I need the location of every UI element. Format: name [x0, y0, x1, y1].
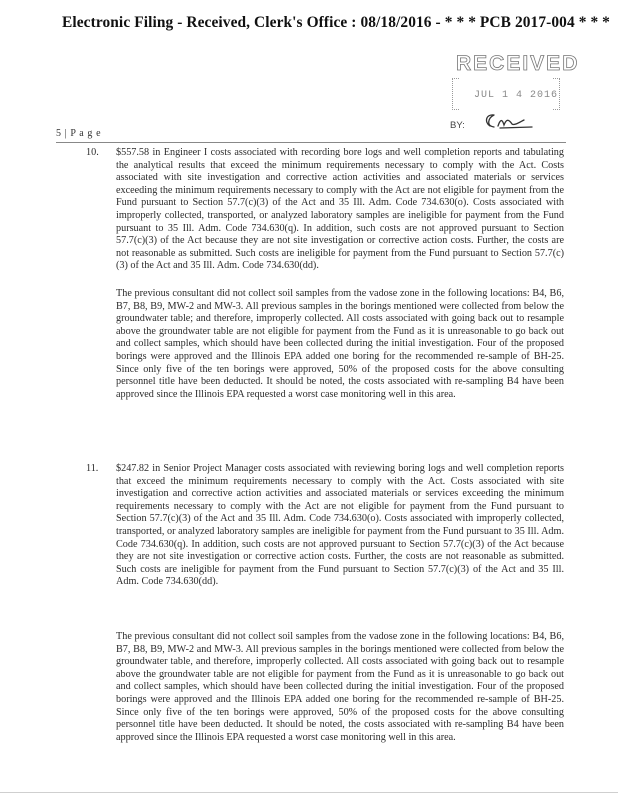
item-paragraph: The previous consultant did not collect soil samples from the vadose zone in the following locations: B4, B6, B7, B8, B9, MW-2 and MW-3. All previous samples in the borings mentioned were collected from below the groundwater table, and therefore, improperly collected. All costs associated with going back out to resample above the groundwater table are not eligible for payment from the Fund as it is unreasonable to go back out and collect samples, which should have been collected during the initial investigation. Four of the proposed borings were approved and the Illinois EPA added one boring for the recommended re-sample of BH-25. Since only five of the ten borings were approved, 50% of the proposed costs for the above consulting personnel title have been deducted. It should be noted, the costs associated with re-sampling B4 have been approved since the Illinois EPA requested a worst case monitoring well in this area. — [116, 631, 564, 743]
received-stamp-title: RECEIVED — [456, 52, 580, 75]
stamp-bracket-right — [553, 78, 560, 110]
header-divider — [56, 142, 566, 143]
page-number: 5 | P a g e — [56, 128, 102, 139]
stamp-by-label: BY: — [450, 120, 465, 131]
handwritten-initials-signature — [480, 110, 540, 132]
stamp-bracket-left — [452, 78, 459, 110]
item-number: 10. — [86, 147, 99, 158]
received-stamp — [450, 50, 580, 116]
item-paragraph: $557.58 in Engineer I costs associated with recording bore logs and well completion reports and tabulating the analytical results that exceed the minimum requirements necessary to comply with the Act. Costs associated with site investigation and corrective action activities and associated materials or services exceeding the minimum requirements necessary to comply with the Act are not eligible for payment from the Fund pursuant to Section 57.7(c)(3) of the Act and 35 Ill. Adm. Code 734.630(o). Costs associated with improperly collected, transported, or analyzed laboratory samples are ineligible for payment from the Fund pursuant to 35 Ill. Adm. Code 734.630(q). In addition, such costs are not approved pursuant to Section 57.7(c)(3) of the Act because they are not site investigation or corrective action costs. Further, the costs are not reasonable as submitted. Such costs are ineligible for payment from the Fund pursuant to Section 57.7(c)(3) of the Act and 35 Ill. Adm. Code 734.630(dd). — [116, 147, 564, 272]
page-bottom-edge — [0, 792, 618, 793]
item-paragraph: The previous consultant did not collect soil samples from the vadose zone in the following locations: B4, B6, B7, B8, B9, MW-2 and MW-3. All previous samples in the borings mentioned were collected from below the groundwater table; and therefore, improperly collected. All costs associated with going back out to resample above the groundwater table are not eligible for payment from the Fund as it is unreasonable to go back out and collect samples, which should have been collected during the initial investigation. Four of the proposed borings were approved and the Illinois EPA added one boring for the recommended re-sample of BH-25. Since only five of the ten borings were approved, 50% of the proposed costs for the above consulting personnel title have been deducted. It should be noted, the costs associated with re-sampling B4 have been approved since the Illinois EPA requested a worst case monitoring well in this area. — [116, 288, 564, 400]
item-number: 11. — [86, 463, 99, 474]
item-paragraph: $247.82 in Senior Project Manager costs associated with reviewing boring logs and well completion reports that exceed the minimum requirements necessary to comply with the Act. Costs associated with site investigation and corrective action activities and associated materials or services exceeding the minimum requirements necessary to comply with the Act are not eligible for payment from the Fund pursuant to Section 57.7(c)(3) of the Act and 35 Ill. Adm. Code 734.630(o). Costs associated with improperly collected, transported, or analyzed laboratory samples are ineligible for payment from the Fund pursuant to 35 Ill. Adm. Code 734.630(q). In addition, such costs are not approved pursuant to Section 57.7(c)(3) of the Act because they are not site investigation or corrective action costs. Further, the costs are not reasonable as submitted. Such costs are ineligible for payment from the Fund pursuant to Section 57.7(c)(3) of the Act and 35 Ill. Adm. Code 734.630(dd). — [116, 463, 564, 588]
received-stamp-date: JUL 1 4 2016 — [474, 90, 559, 101]
filing-header: Electronic Filing - Received, Clerk's Office : 08/18/2016 - * * * PCB 2017-004 * * * — [62, 14, 610, 31]
